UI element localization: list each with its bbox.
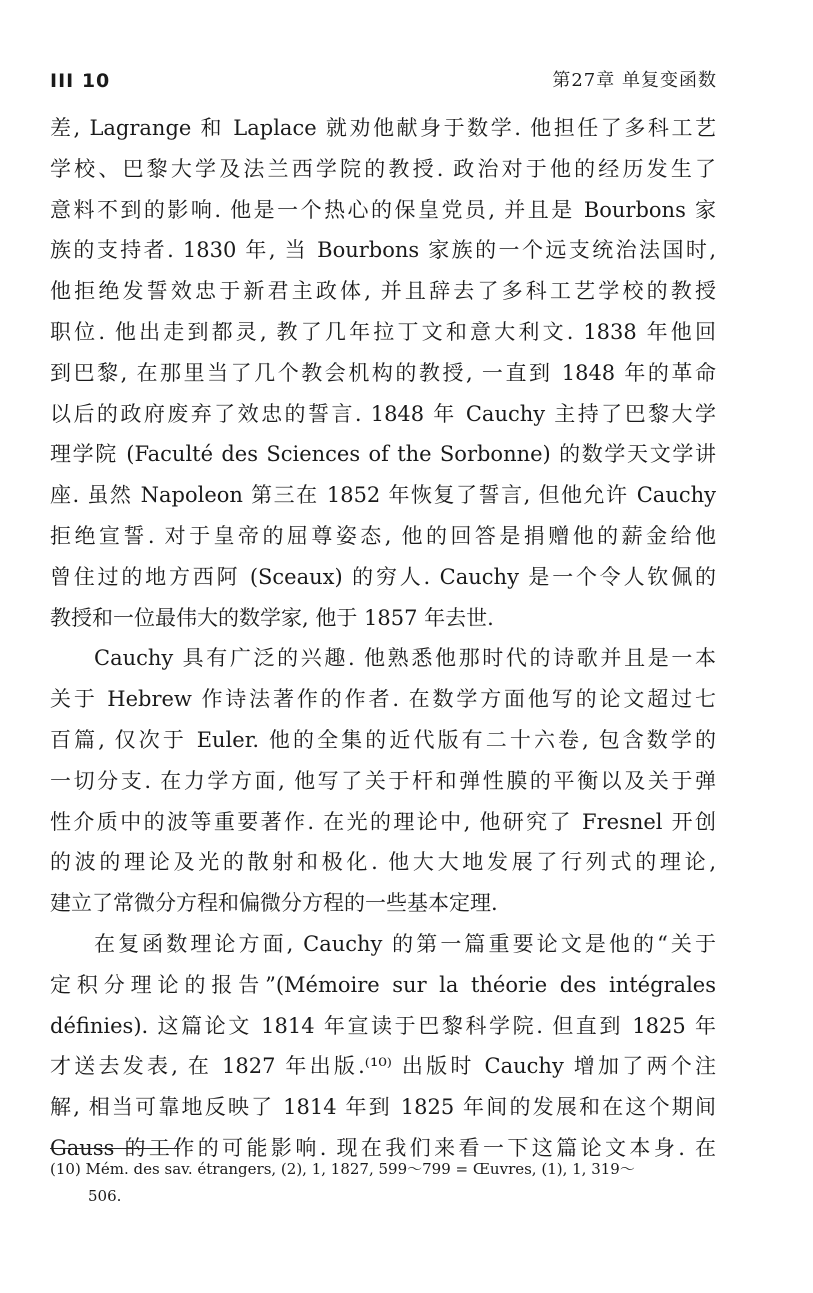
- text-line: 学校、巴黎大学及法兰西学院的教授. 政治对于他的经历发生了: [50, 156, 716, 181]
- text-line: 的波的理论及光的散射和极化. 他大大地发展了行列式的理论,: [50, 850, 716, 875]
- text-line: Gauss 的工作的可能影响. 现在我们来看一下这篇论文本身. 在: [50, 1135, 716, 1160]
- text-line: 他拒绝发誓效忠于新君主政体, 并且辞去了多科工艺学校的教授: [50, 279, 716, 304]
- text-line: 才送去发表, 在 1827 年出版.⁽¹⁰⁾ 出版时 Cauchy 增加了两个注: [50, 1054, 716, 1079]
- chapter-title: 第27章 单复变函数: [552, 70, 717, 91]
- text-line: 建立了常微分方程和偏微分方程的一些基本定理.: [50, 891, 498, 916]
- text-line: 一切分支. 在力学方面, 他写了关于杆和弹性膜的平衡以及关于弹: [50, 768, 716, 793]
- text-line: 族的支持者. 1830 年, 当 Bourbons 家族的一个远支统治法国时,: [50, 238, 716, 263]
- text-line: 差, Lagrange 和 Laplace 就劝他献身于数学. 他担任了多科工艺: [50, 116, 716, 140]
- footnote-divider: [50, 1148, 180, 1149]
- text-line: 座. 虽然 Napoleon 第三在 1852 年恢复了誓言, 但他允许 Cauchy: [50, 483, 716, 508]
- footnote: [50, 1156, 716, 1210]
- text-line: 教授和一位最伟大的数学家, 他于 1857 年去世.: [50, 605, 494, 630]
- footnote-line: 506.: [88, 1187, 122, 1205]
- text-line: 意料不到的影响. 他是一个热心的保皇党员, 并且是 Bourbons 家: [50, 197, 716, 222]
- text-line: 到巴黎, 在那里当了几个教会机构的教授, 一直到 1848 年的革命: [50, 360, 716, 385]
- paragraph-start-line: Cauchy 具有广泛的兴趣. 他熟悉他那时代的诗歌并且是一本: [94, 646, 716, 671]
- paragraph-start-line: 在复函数理论方面, Cauchy 的第一篇重要论文是他的“关于: [94, 931, 716, 956]
- text-line: 曾住过的地方西阿 (Sceaux) 的穷人. Cauchy 是一个令人钦佩的: [50, 564, 716, 589]
- text-line: définies). 这篇论文 1814 年宣读于巴黎科学院. 但直到 1825 年: [50, 1013, 716, 1038]
- text-line: 理学院 (Faculté des Sciences of the Sorbonne) 的数学天文学讲: [50, 442, 716, 467]
- text-line: 关于 Hebrew 作诗法著作的作者. 在数学方面他写的论文超过七: [50, 687, 716, 712]
- page-number: III 10: [50, 70, 111, 92]
- main-text: [50, 108, 716, 1169]
- running-header: [50, 66, 717, 96]
- text-line: 职位. 他出走到都灵, 教了几年拉丁文和意大利文. 1838 年他回: [50, 319, 716, 344]
- footnote-line: (10) Mém. des sav. étrangers, (2), 1, 1827, 599～799 = Œuvres, (1), 1, 319～: [50, 1160, 635, 1178]
- text-line: 解, 相当可靠地反映了 1814 年到 1825 年间的发展和在这个期间: [50, 1095, 716, 1120]
- text-line: 性介质中的波等重要著作. 在光的理论中, 他研究了 Fresnel 开创: [50, 809, 716, 834]
- text-line: 以后的政府废弃了效忠的誓言. 1848 年 Cauchy 主持了巴黎大学: [50, 401, 716, 426]
- text-line: 定积分理论的报告”(Mémoire sur la théorie des intégrales: [50, 972, 716, 997]
- text-line: 百篇, 仅次于 Euler. 他的全集的近代版有二十六卷, 包含数学的: [50, 727, 716, 752]
- text-line: 拒绝宣誓. 对于皇帝的屈尊姿态, 他的回答是捐赠他的薪金给他: [50, 523, 716, 548]
